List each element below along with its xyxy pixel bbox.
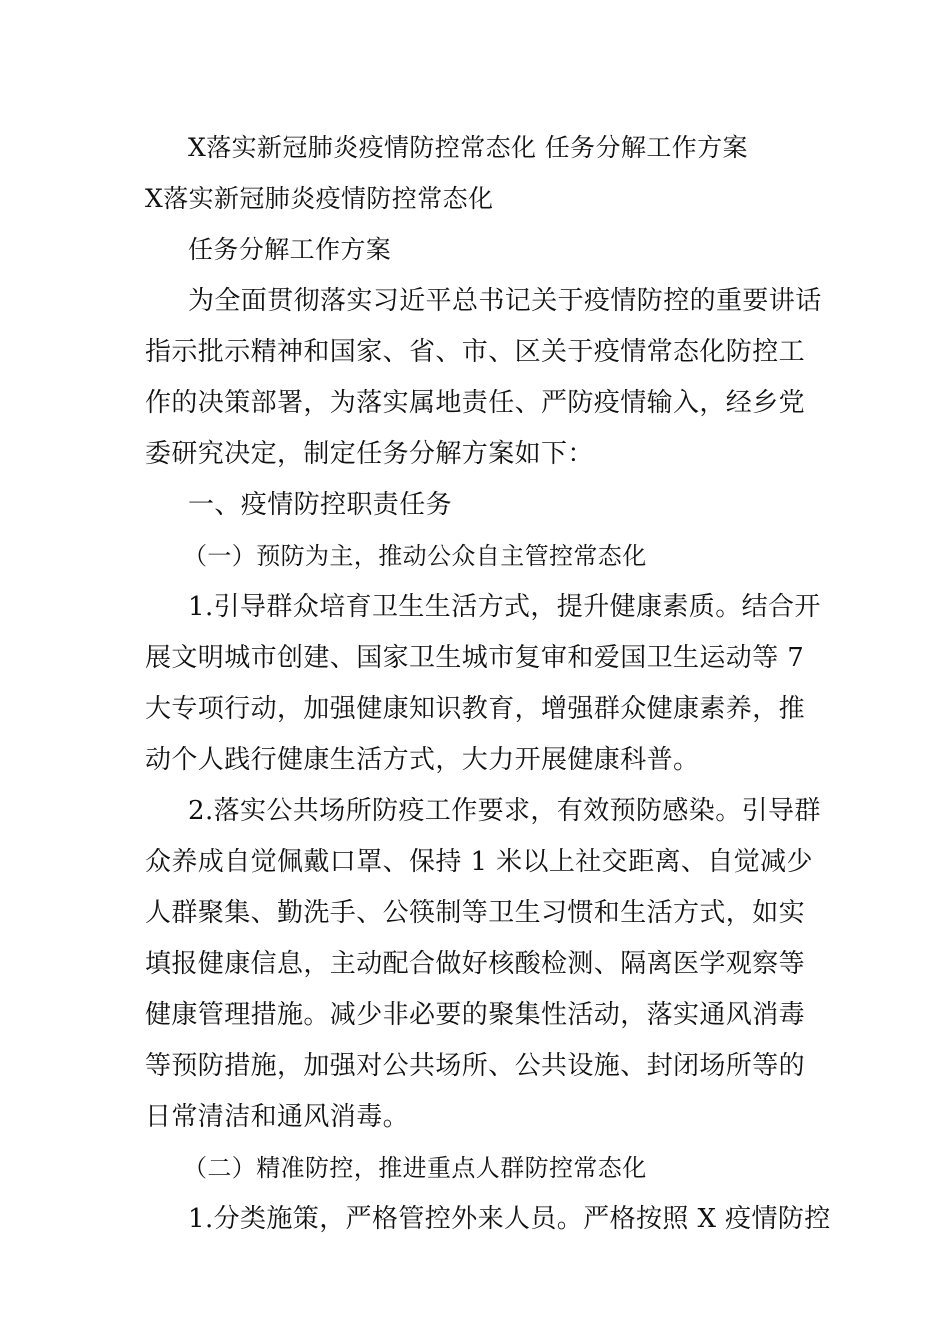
body-line: 为全面贯彻落实习近平总书记关于疫情防控的重要讲话 (188, 286, 822, 316)
section-heading: 一、疫情防控职责任务 (188, 490, 453, 520)
subsection-heading: （二）精准防控，推进重点人群防控常态化 (183, 1154, 647, 1182)
document-title: X落实新冠肺炎疫情防控常态化 任务分解工作方案 (188, 133, 748, 162)
body-line: 1.分类施策，严格管控外来人员。严格按照 X 疫情防控 (188, 1204, 831, 1234)
body-line: 大专项行动，加强健康知识教育，增强群众健康素养，推 (145, 694, 806, 724)
body-line: 等预防措施，加强对公共场所、公共设施、封闭场所等的 (145, 1051, 806, 1081)
body-line: 众养成自觉佩戴口罩、保持 1 米以上社交距离、自觉减少 (145, 847, 813, 877)
body-line: 1.引导群众培育卫生生活方式，提升健康素质。结合开 (188, 592, 821, 622)
body-line: 作的决策部署，为落实属地责任、严防疫情输入，经乡党 (145, 388, 806, 418)
subsection-heading: （一）预防为主，推动公众自主管控常态化 (183, 542, 647, 570)
body-line: 展文明城市创建、国家卫生城市复审和爱国卫生运动等 7 (145, 643, 805, 673)
document-subtitle-2: 任务分解工作方案 (188, 235, 392, 264)
body-line: 委研究决定，制定任务分解方案如下： (145, 439, 594, 469)
body-line: 指示批示精神和国家、省、市、区关于疫情常态化防控工 (145, 337, 806, 367)
body-line: 动个人践行健康生活方式，大力开展健康科普。 (145, 745, 700, 775)
body-line: 日常清洁和通风消毒。 (145, 1102, 410, 1132)
body-line: 2.落实公共场所防疫工作要求，有效预防感染。引导群 (188, 796, 821, 826)
document-subtitle-1: X落实新冠肺炎疫情防控常态化 (145, 184, 494, 213)
body-line: 健康管理措施。减少非必要的聚集性活动，落实通风消毒 (145, 1000, 806, 1030)
body-line: 填报健康信息，主动配合做好核酸检测、隔离医学观察等 (145, 949, 806, 979)
body-line: 人群聚集、勤洗手、公筷制等卫生习惯和生活方式，如实 (145, 898, 806, 928)
